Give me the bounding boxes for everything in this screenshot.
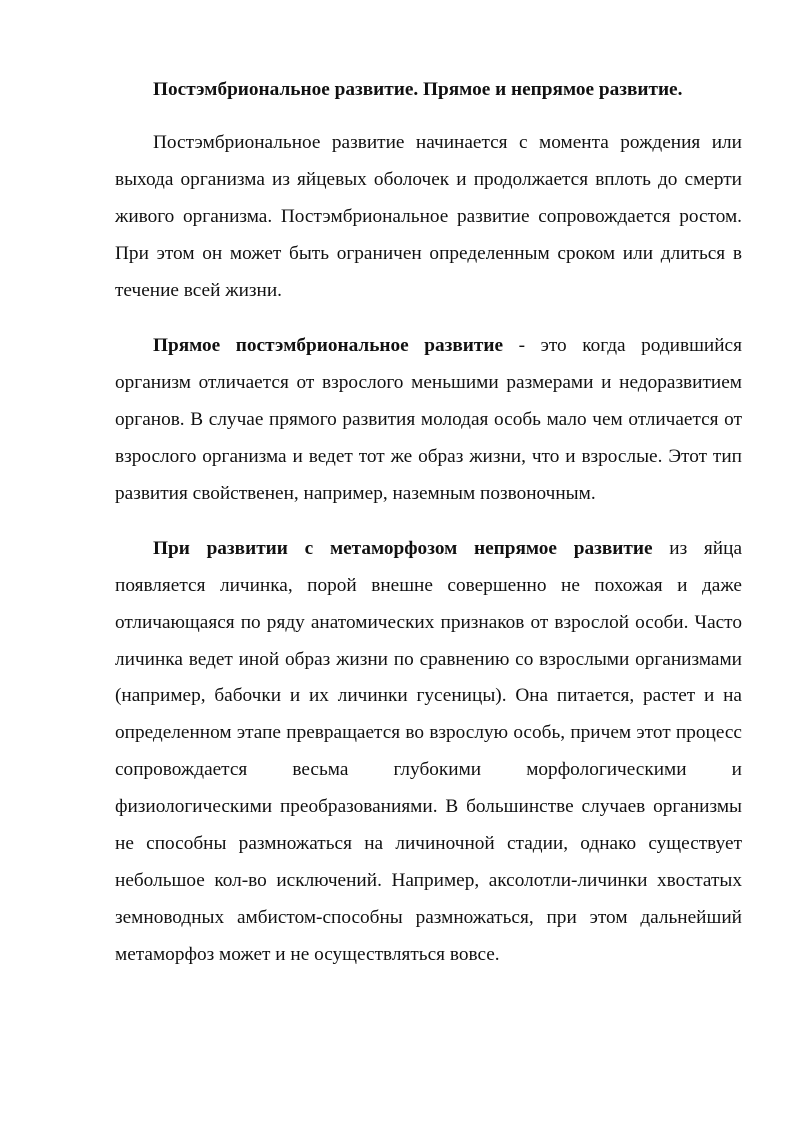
spacer <box>115 512 742 530</box>
paragraph-indirect-development <box>115 531 742 974</box>
term-direct-development: Прямое постэмбриональное развитие <box>153 334 504 356</box>
paragraph-postembryonic: Постэмбриональное развитие начинается с момента рождения или выхода организма из яйцевых оболочек и продолжается вплоть до смерти живого организма. Постэмбриональное развитие сопровождается ростом. При этом он может быть ограничен определенным сроком или длиться в течение всей жизни. <box>115 132 742 301</box>
term-indirect-development: При развитии с метаморфозом непрямое развитие <box>153 537 653 559</box>
indirect-development-text: из яйца появляется личинка, порой внешне совершенно не похожая и даже отличающаяся по ряду анатомических признаков от взрослой особи. Часто личинка ведет иной образ жизни по сравнению со взрослыми организмами (например, бабочки и их личинки гусеницы). Она питается, растет и на определенном этапе превращается во взрослую особь, причем этот процесс сопровождается весьма глубокими морфологическими и физиологическими преобразованиями. В большинстве случаев организмы не способны размножаться на личиночной стадии, однако существует небольшое кол-во исключений. Например, аксолотли-личинки хвостатых земноводных амбистом-способны размножаться, при этом дальнейший метаморфоз может и не осуществляться вовсе. <box>115 537 742 965</box>
spacer <box>115 310 742 328</box>
paragraph-direct-development <box>115 328 742 513</box>
direct-development-text: - это когда родившийся организм отличается от взрослого меньшими размерами и недоразвитием органов. В случае прямого развития молодая особь мало чем отличается от взрослого организма и ведет тот же образ жизни, что и взрослые. Этот тип развития свойственен, например, наземным позвоночным. <box>115 334 742 504</box>
document-page <box>115 72 742 974</box>
spacer <box>115 108 742 125</box>
document-title: Постэмбриональное развитие. Прямое и непрямое развитие. <box>153 79 683 100</box>
